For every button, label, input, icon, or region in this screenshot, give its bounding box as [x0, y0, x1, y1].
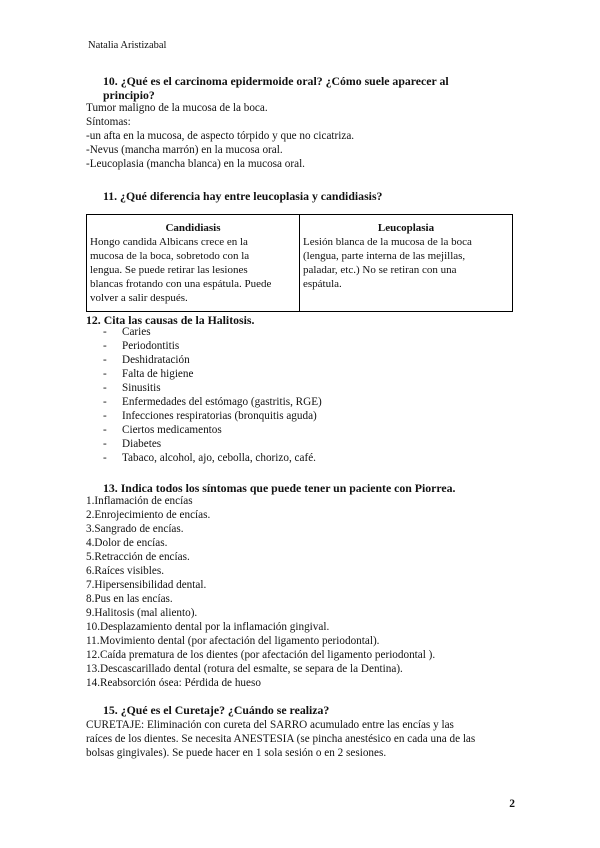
question-13-title: 13. Indica todos los síntomas que puede tener un paciente con Piorrea. — [103, 481, 456, 495]
list-item: 5.Retracción de encías. — [86, 551, 190, 563]
table-cell-leucoplasia — [300, 215, 513, 312]
list-item — [103, 424, 322, 438]
list-item: 9.Halitosis (mal aliento). — [86, 607, 198, 619]
question-11-title: 11. ¿Qué diferencia hay entre leucoplasia y candidiasis? — [103, 189, 383, 203]
page-number: 2 — [509, 798, 515, 810]
table-cell-line: mucosa de la boca, sobretodo con la — [90, 250, 250, 262]
list-bullet: - — [103, 424, 107, 436]
list-bullet: - — [103, 452, 107, 464]
list-bullet: - — [103, 438, 107, 450]
question-10-title-line-1: 10. ¿Qué es el carcinoma epidermoide oral? ¿Cómo suele aparecer al — [103, 74, 449, 88]
halitosis-causes-list — [103, 326, 322, 466]
list-bullet: - — [103, 340, 107, 352]
list-bullet: - — [103, 354, 107, 366]
table-cell-line: lengua. Se puede retirar las lesiones — [90, 264, 248, 276]
question-12-title: 12. Cita las causas de la Halitosis. — [86, 313, 255, 327]
list-bullet: - — [103, 326, 107, 338]
table-cell-line: volver a salir después. — [90, 292, 188, 304]
list-item: 10.Desplazamiento dental por la inflamación gingival. — [86, 621, 330, 633]
list-item: 3.Sangrado de encías. — [86, 523, 184, 535]
list-item — [103, 382, 322, 396]
table-cell-line: blancas frotando con una espátula. Puede — [90, 278, 272, 290]
list-item: 8.Pus en las encías. — [86, 593, 173, 605]
list-item — [103, 452, 322, 466]
list-item-text: Enfermedades del estómago (gastritis, RGE) — [122, 396, 322, 408]
answer-line: -un afta en la mucosa, de aspecto tórpido y que no cicatriza. — [86, 129, 355, 142]
answer-line: Síntomas: — [86, 115, 131, 128]
list-item — [103, 326, 322, 340]
question-10-answer — [86, 102, 354, 172]
list-item — [103, 368, 322, 382]
piorrea-symptoms-list — [86, 495, 435, 691]
list-item — [103, 354, 322, 368]
table-cell-line: espátula. — [303, 278, 342, 290]
table-header-leucoplasia: Leucoplasia — [377, 222, 435, 234]
list-item: 1.Inflamación de encías — [86, 495, 193, 507]
table-cell-line: Lesión blanca de la mucosa de la boca — [303, 236, 472, 248]
list-item — [103, 396, 322, 410]
page-header-author: Natalia Aristizabal — [88, 40, 167, 51]
list-item: 2.Enrojecimiento de encías. — [86, 509, 211, 521]
list-item: 13.Descascarillado dental (rotura del esmalte, se separa de la Dentina). — [86, 663, 403, 675]
list-item-text: Caries — [122, 326, 151, 338]
comparison-table — [86, 214, 513, 312]
list-item — [103, 410, 322, 424]
list-item: 7.Hipersensibilidad dental. — [86, 579, 207, 591]
list-item-text: Deshidratación — [122, 354, 190, 366]
table-header-candidiasis: Candidiasis — [165, 222, 221, 234]
list-item — [103, 340, 322, 354]
answer-line: CURETAJE: Eliminación con cureta del SARRO acumulado entre las encías y las — [86, 719, 454, 731]
list-item-text: Diabetes — [122, 438, 162, 450]
list-bullet: - — [103, 396, 107, 408]
list-item-text: Falta de higiene — [122, 368, 194, 380]
question-10-title-line-2: principio? — [103, 88, 155, 102]
list-bullet: - — [103, 368, 107, 380]
list-item-text: Tabaco, alcohol, ajo, cebolla, chorizo, café. — [122, 452, 316, 464]
list-bullet: - — [103, 410, 107, 422]
question-15-title: 15. ¿Qué es el Curetaje? ¿Cuándo se realiza? — [103, 703, 330, 717]
list-item: 11.Movimiento dental (por afectación del ligamento periodontal). — [86, 635, 380, 647]
table-cell-line: Hongo candida Albicans crece en la — [90, 236, 248, 248]
answer-line: bolsas gingivales). Se puede hacer en 1 sola sesión o en 2 sesiones. — [86, 746, 387, 759]
list-item-text: Infecciones respiratorias (bronquitis aguda) — [122, 410, 317, 422]
answer-line: raíces de los dientes. Se necesita ANESTESIA (se pincha anestésico en cada una de las — [86, 732, 476, 745]
table-cell-line: paladar, etc.) No se retiran con una — [303, 264, 457, 276]
list-item: 6.Raíces visibles. — [86, 565, 164, 577]
question-10-title — [103, 74, 513, 102]
table-cell-line: (lengua, parte interna de las mejillas, — [303, 250, 466, 262]
answer-line: -Leucoplasia (mancha blanca) en la mucosa oral. — [86, 157, 305, 170]
question-15-answer — [86, 719, 516, 761]
list-item: 12.Caída prematura de los dientes (por afectación del ligamento periodontal ). — [86, 649, 436, 661]
list-item: 4.Dolor de encías. — [86, 537, 168, 549]
table-cell-candidiasis — [87, 215, 300, 312]
list-bullet: - — [103, 382, 107, 394]
list-item — [103, 438, 322, 452]
list-item-text: Sinusitis — [122, 382, 161, 394]
answer-line: -Nevus (mancha marrón) en la mucosa oral. — [86, 143, 283, 156]
list-item-text: Periodontitis — [122, 340, 180, 352]
list-item-text: Ciertos medicamentos — [122, 424, 222, 436]
list-item: 14.Reabsorción ósea: Pérdida de hueso — [86, 677, 261, 689]
answer-line: Tumor maligno de la mucosa de la boca. — [86, 102, 268, 114]
